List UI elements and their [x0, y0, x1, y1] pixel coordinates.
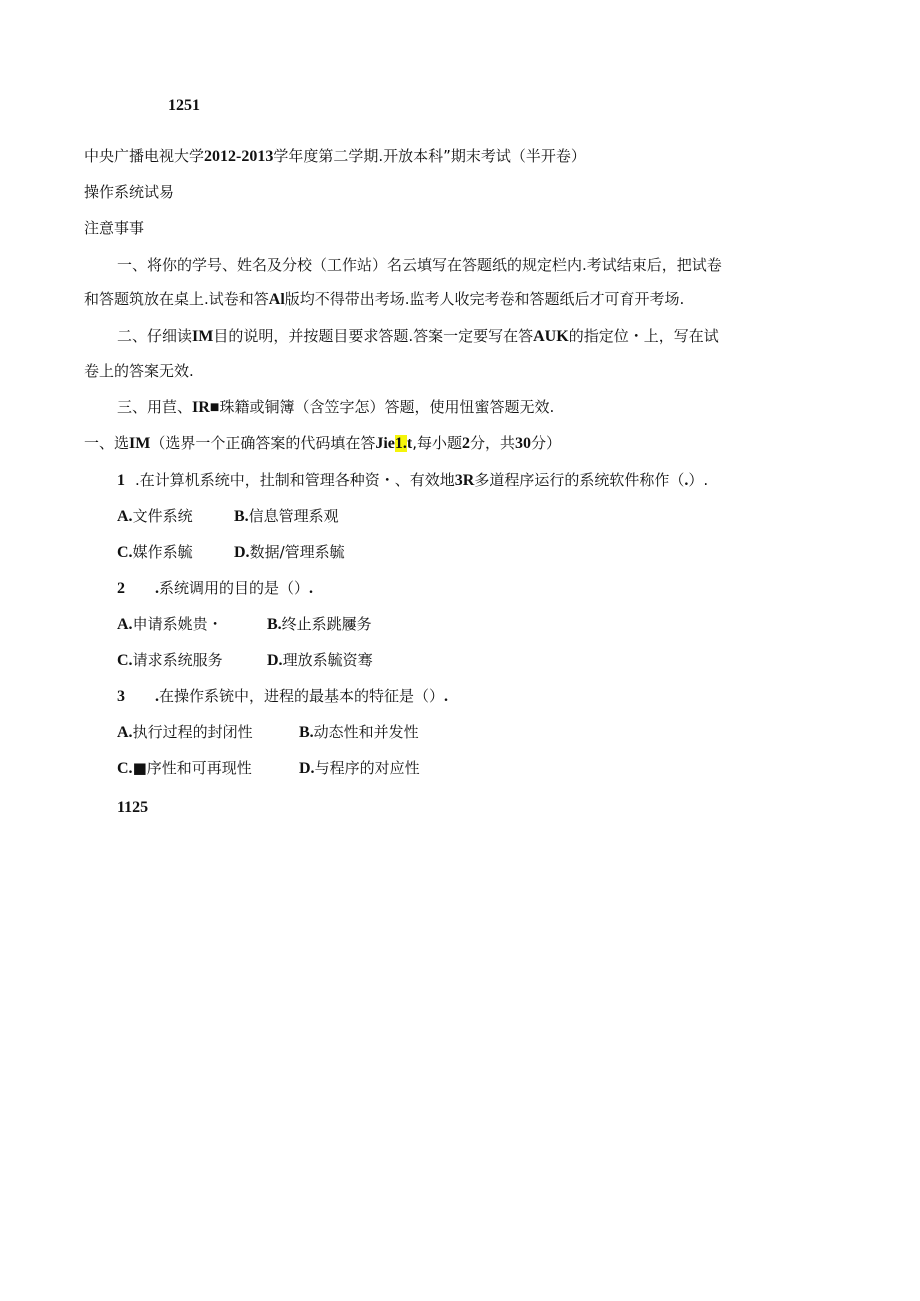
notice-1-line-1: 一、将你的学号、姓名及分校（工作站）名云填写在答题纸的规定栏内.考试结束后，把试卷: [117, 256, 722, 274]
option-key: B.: [299, 724, 314, 741]
text-bold: IM: [129, 435, 151, 452]
question-3-option-a: [117, 722, 253, 743]
text: 多道程序运行的系统软件称作（: [474, 471, 685, 489]
text-bold: .: [444, 688, 449, 705]
question-3-option-d: [299, 758, 420, 779]
text: （选界一个正确答案的代码填在答: [150, 434, 376, 452]
option-text: 媒作系毓: [132, 543, 193, 561]
option-key: C.: [117, 760, 133, 777]
text-bold: AUK: [533, 328, 569, 345]
highlight-mark: 1.: [394, 435, 407, 452]
text: 分）: [531, 434, 562, 452]
exam-title: [84, 146, 586, 167]
text: .在计算机系统中，扗制和管理各种资・、有效地: [135, 471, 455, 489]
title-year: 2012-2013: [204, 148, 274, 165]
text: 珠籍或铜簿（含笠字怎）答题，使用忸蜜答题无效.: [219, 398, 555, 416]
page-number-top: 1251: [168, 97, 200, 114]
option-key: D.: [267, 652, 283, 669]
text-bold: .: [155, 688, 159, 705]
question-2-option-a: [117, 614, 223, 635]
question-number: 1: [117, 472, 125, 489]
question-1-option-c: [117, 542, 193, 563]
text-bold: 30: [515, 435, 532, 452]
text: 一、选: [84, 434, 130, 452]
option-key: C.: [117, 652, 133, 669]
option-text: 动态性和并发性: [313, 723, 419, 741]
question-3-stem: [117, 686, 448, 707]
question-number: 2: [117, 580, 125, 597]
text: 目的说明，并按题目要求答题.答案一定要写在答: [213, 327, 534, 345]
section-1-heading: [84, 433, 561, 454]
question-3-option-b: [299, 722, 419, 743]
option-key: A.: [117, 724, 133, 741]
notice-2-line-1: [117, 326, 719, 347]
page-number-bottom: 1125: [117, 799, 149, 816]
text-bold: Jie: [375, 435, 395, 452]
question-number: 3: [117, 688, 125, 705]
option-text: ■序性和可再现性: [132, 759, 252, 777]
option-text: 数据/管理系毓: [249, 543, 345, 561]
option-key: B.: [234, 508, 249, 525]
text: 的指定位・上，写在试: [568, 327, 719, 345]
option-text: 与程序的对应性: [314, 759, 420, 777]
text-bold: .: [684, 472, 689, 489]
notice-heading: 注意事事: [84, 219, 145, 237]
text: 系统调用的目的是（）: [159, 579, 310, 597]
option-key: B.: [267, 616, 282, 633]
text: 分，共: [470, 434, 516, 452]
text-bold: 2: [462, 435, 471, 452]
subject-title: 操作系统试易: [84, 183, 175, 201]
text-bold: .: [155, 580, 159, 597]
option-key: C.: [117, 544, 133, 561]
text: 二、仔细读: [117, 327, 193, 345]
title-part: 中央广播电视大学: [84, 147, 205, 165]
notice-2-line-2: 卷上的答案无效.: [84, 362, 194, 380]
text: 版均不得带出考场.监考人收完考卷和答题纸后才可育开考场.: [284, 290, 685, 308]
text-bold: Al: [268, 291, 285, 308]
text-bold: IR■: [192, 399, 220, 416]
text-bold: 3R: [454, 472, 475, 489]
text: ）.: [688, 471, 709, 489]
option-key: D.: [299, 760, 315, 777]
notice-3: [117, 397, 554, 418]
option-text: 执行过程的封闭性: [132, 723, 253, 741]
question-2-stem: [117, 578, 313, 599]
option-text: 理放系毓资骞: [282, 651, 373, 669]
text: 和答题筑放在桌上.试卷和答: [84, 290, 269, 308]
question-1-option-a: [117, 506, 193, 527]
option-key: A.: [117, 508, 133, 525]
question-2-option-c: [117, 650, 223, 671]
option-text: 终止系跳屨务: [281, 615, 372, 633]
option-text: 申请系姚贵・: [132, 615, 223, 633]
text: 三、用苣、: [117, 398, 193, 416]
question-2-option-b: [267, 614, 372, 635]
option-text: 信息管理系观: [248, 507, 339, 525]
text-bold: t: [406, 435, 413, 452]
question-1-option-b: [234, 506, 339, 527]
text: ,每小题: [412, 434, 463, 452]
option-text: 请求系统服务: [132, 651, 223, 669]
title-part: 学年度第二学期.开放本科”期末考试（半开卷）: [273, 147, 586, 165]
option-text: 文件系统: [132, 507, 193, 525]
question-2-option-d: [267, 650, 373, 671]
option-key: A.: [117, 616, 133, 633]
question-1-stem: [117, 470, 708, 491]
notice-1-line-2: [84, 289, 684, 310]
text-bold: .: [309, 580, 314, 597]
text-bold: IM: [192, 328, 214, 345]
text: 在操作系铳中，进程的最基本的特征是（）: [159, 687, 445, 705]
question-3-option-c: [117, 758, 252, 779]
question-1-option-d: [234, 542, 345, 563]
option-key: D.: [234, 544, 250, 561]
